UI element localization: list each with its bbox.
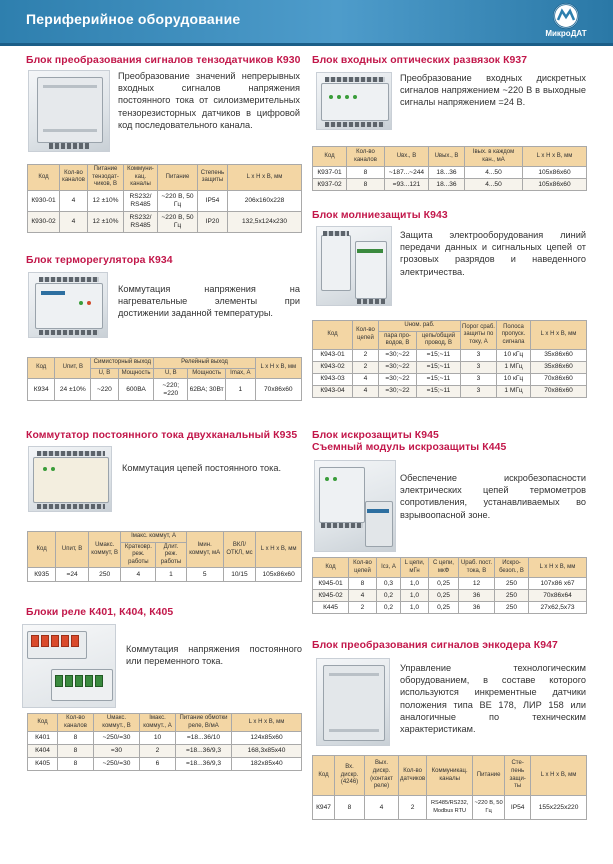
k401-title: Блоки реле К401, К404, К405: [26, 607, 174, 618]
table-cell: 70x86x60: [255, 379, 301, 401]
k935-title: Коммутатор постоянного тока двухканальный К935: [26, 430, 298, 441]
table-cell: 2: [140, 745, 176, 758]
table-header-cell: Релейный выход: [154, 358, 255, 369]
table-header-cell: С цепи, мкФ: [429, 558, 459, 578]
table-header-row: [28, 532, 302, 543]
table-cell: 0,25: [429, 602, 459, 614]
table-header-cell: U, В: [154, 368, 188, 379]
table-cell: =15;~11: [417, 349, 461, 361]
table-cell: 2: [353, 361, 379, 373]
table-cell: 250: [88, 568, 121, 582]
table-cell: 8: [58, 732, 94, 745]
table-cell: 0,3: [377, 578, 401, 590]
table-cell: IP20: [198, 211, 228, 232]
table-cell: К937-02: [313, 179, 347, 191]
table-row: [28, 568, 302, 582]
table-header-cell: L x H x B, мм: [531, 321, 587, 350]
table-cell: К934: [28, 379, 55, 401]
table-cell: К935: [28, 568, 56, 582]
table-cell: К943-04: [313, 385, 353, 397]
table-header-cell: Uвых., В: [429, 147, 465, 167]
table-cell: К945-01: [313, 578, 349, 590]
k935-photo: [28, 446, 112, 512]
table-row: [28, 379, 302, 401]
table-header-cell: Uмакс. коммут, В: [88, 532, 121, 568]
k945-title: Блок искрозащиты К945: [312, 430, 439, 441]
table-cell: 4: [60, 211, 88, 232]
k947-description: Управление технологическим оборудованием, в составе которого используются инкрементные датчики положения типа ВЕ 178, ЛИР 158 или аналогичные по техническим характеристикам.: [400, 663, 586, 735]
table-cell: 1,0: [401, 590, 429, 602]
table-cell: 4: [60, 190, 88, 211]
table-header-cell: L x H x B, мм: [228, 165, 302, 191]
k943-title: Блок молниезащиты К943: [312, 210, 448, 221]
table-header-cell: Код: [313, 558, 349, 578]
table-cell: ~220: [91, 379, 118, 401]
table-cell: К930-01: [28, 190, 60, 211]
table-cell: ~220; =220: [154, 379, 188, 401]
table-cell: 35x86x60: [531, 349, 587, 361]
table-header-cell: Питание тензодат-чиков, В: [88, 165, 124, 191]
table-header-cell: Uмакс. коммут., В: [94, 714, 140, 732]
table-header-cell: Мощность: [188, 368, 226, 379]
table-cell: ~187...~244: [385, 167, 429, 179]
table-row: [313, 590, 587, 602]
table-cell: 8: [349, 578, 377, 590]
table-header-cell: Код: [28, 532, 56, 568]
table-cell: RS232/ RS485: [124, 190, 158, 211]
table-header-cell: Uраб. пост. тока, В: [459, 558, 495, 578]
table-cell: =30;~22: [379, 361, 417, 373]
table-cell: 1,0: [401, 602, 429, 614]
table-cell: 600ВА: [118, 379, 154, 401]
table-cell: 12 ±10%: [88, 211, 124, 232]
table-cell: 3: [461, 361, 497, 373]
table-header-cell: Питание: [158, 165, 198, 191]
logo-text: МикроДАТ: [545, 29, 587, 38]
table-header-cell: пара про-водов, В: [379, 331, 417, 349]
table-cell: 35x86x60: [531, 361, 587, 373]
table-header-cell: L x H x B, мм: [256, 532, 302, 568]
table-cell: 62ВА; 30Вт: [188, 379, 226, 401]
table-header-cell: Код: [313, 147, 347, 167]
table-header-cell: Вых. дискр. (контакт реле): [365, 756, 399, 796]
table-cell: 124x85x60: [232, 732, 302, 745]
table-cell: 155x225x220: [531, 796, 587, 820]
table-cell: 5: [186, 568, 223, 582]
table-cell: 132,5x124x230: [228, 211, 302, 232]
table-cell: 0,2: [377, 590, 401, 602]
table-header-cell: Коммуникац. каналы: [427, 756, 473, 796]
table-cell: =24: [56, 568, 89, 582]
table-cell: 36: [459, 602, 495, 614]
table-cell: 105x86x60: [256, 568, 302, 582]
k445-title: Съемный модуль искрозащиты К445: [312, 442, 507, 453]
k937-description: Преобразование входных дискретных сигналов напряжением ~220 В в выходные сигналы напряжением =24 В.: [400, 73, 586, 108]
table-cell: 168,3x85x40: [232, 745, 302, 758]
table-header-cell: Код: [313, 756, 335, 796]
table-cell: 10/15: [223, 568, 256, 582]
table-header-cell: L x H x B, мм: [531, 756, 587, 796]
table-header-cell: Iмакс. коммут., А: [140, 714, 176, 732]
table-header-cell: Кол-во каналов: [347, 147, 385, 167]
table-cell: 8: [58, 745, 94, 758]
table-cell: 18...36: [429, 167, 465, 179]
k945-table: [312, 557, 587, 614]
table-cell: 27x62,5x73: [529, 602, 587, 614]
table-header-cell: Питание: [473, 756, 505, 796]
table-cell: 250: [495, 578, 529, 590]
table-cell: 105x86x60: [523, 179, 587, 191]
table-cell: IP54: [505, 796, 531, 820]
table-cell: 4: [121, 568, 156, 582]
table-row: [313, 349, 587, 361]
logo-emblem-icon: [536, 2, 596, 30]
table-cell: К943-01: [313, 349, 353, 361]
table-cell: ~220 В, 50 Гц: [158, 190, 198, 211]
table-header-row: [28, 714, 302, 732]
table-row: [313, 796, 587, 820]
table-cell: =93...121: [385, 179, 429, 191]
table-cell: 0,25: [429, 590, 459, 602]
table-cell: 1 МГц: [497, 385, 531, 397]
k937-photo: [316, 72, 392, 130]
table-cell: 2: [353, 349, 379, 361]
table-header-cell: Uвх., В: [385, 147, 429, 167]
table-cell: 206x160x228: [228, 190, 302, 211]
k945-photo: [314, 460, 396, 552]
k930-table: [27, 164, 302, 233]
table-cell: IP54: [198, 190, 228, 211]
table-header-cell: Код: [313, 321, 353, 350]
table-cell: К945-02: [313, 590, 349, 602]
table-header-cell: Длит. реж. работы: [156, 542, 186, 568]
table-cell: 12: [459, 578, 495, 590]
table-cell: 1: [226, 379, 256, 401]
table-header-cell: Коммуни-кац. каналы: [124, 165, 158, 191]
k947-title: Блок преобразования сигналов энкодера К947: [312, 640, 558, 651]
k934-title: Блок терморегулятора К934: [26, 255, 173, 266]
table-cell: 3: [461, 385, 497, 397]
table-header-cell: Iсз, А: [377, 558, 401, 578]
table-header-cell: Степень защиты: [198, 165, 228, 191]
table-cell: ~250/=30: [94, 758, 140, 771]
table-row: [28, 758, 302, 771]
table-row: [313, 578, 587, 590]
table-cell: RS232/ RS485: [124, 211, 158, 232]
table-header-cell: Код: [28, 714, 58, 732]
table-cell: =18...36/9,3: [176, 745, 232, 758]
k943-description: Защита электрооборудования линий передачи данных и сигнальных цепей от грозовых разрядов и наведенного электричества.: [400, 230, 586, 277]
table-header-cell: Искро-безоп., В: [495, 558, 529, 578]
table-cell: 36: [459, 590, 495, 602]
k930-description: Преобразование значений непрерывных входных сигналов напряжения постоянного тока от силоизмерительных тензорезисторных датчиков в цифровой код последовательного канала.: [118, 71, 300, 130]
k934-table: [27, 357, 302, 401]
table-cell: 12 ±10%: [88, 190, 124, 211]
table-cell: 2: [399, 796, 427, 820]
table-header-cell: Питание обмотки реле, В/мА: [176, 714, 232, 732]
table-cell: 4: [353, 373, 379, 385]
table-header-cell: Сте-пень защи-ты: [505, 756, 531, 796]
table-cell: К404: [28, 745, 58, 758]
table-header-cell: Iмин. коммут, мА: [186, 532, 223, 568]
k947-table: [312, 755, 587, 820]
table-row: [28, 190, 302, 211]
table-header-cell: L x H x B, мм: [255, 358, 301, 379]
table-row: [28, 211, 302, 232]
table-header-cell: Кол-во каналов: [58, 714, 94, 732]
table-cell: 3: [461, 349, 497, 361]
table-cell: =15;~11: [417, 385, 461, 397]
table-cell: 182x85x40: [232, 758, 302, 771]
table-cell: 4: [353, 385, 379, 397]
table-cell: 107x86 x67: [529, 578, 587, 590]
table-header-row: [313, 147, 587, 167]
table-cell: 10: [140, 732, 176, 745]
k943-table: [312, 320, 587, 398]
table-header-row: [313, 756, 587, 796]
table-header-cell: Кол-во цепей: [349, 558, 377, 578]
table-cell: =30;~22: [379, 373, 417, 385]
table-cell: 10 кГц: [497, 373, 531, 385]
table-header-cell: Imax, А: [226, 368, 256, 379]
k401-table: [27, 713, 302, 771]
table-header-cell: Код: [28, 165, 60, 191]
table-cell: 1,0: [401, 578, 429, 590]
table-cell: =18...36/9,3: [176, 758, 232, 771]
table-cell: 3: [461, 373, 497, 385]
table-cell: 2: [349, 602, 377, 614]
table-header-row: [28, 165, 302, 191]
table-header-cell: Полоса пропуск. сигнала: [497, 321, 531, 350]
table-cell: 8: [347, 167, 385, 179]
table-cell: 70x86x64: [529, 590, 587, 602]
table-header-cell: цепь/общий провод, В: [417, 331, 461, 349]
table-cell: ~220 В, 50 Гц: [473, 796, 505, 820]
table-cell: К937-01: [313, 167, 347, 179]
table-header-cell: Порог сраб. защиты по току, А: [461, 321, 497, 350]
table-cell: RS485/RS232, Modbus RTU: [427, 796, 473, 820]
table-header-cell: L x H x B, мм: [523, 147, 587, 167]
table-header-cell: Uном. раб.: [379, 321, 461, 332]
table-cell: =30;~22: [379, 349, 417, 361]
table-row: [313, 385, 587, 397]
table-header-row: [313, 558, 587, 578]
table-cell: 0,25: [429, 578, 459, 590]
table-header-cell: U, В: [91, 368, 118, 379]
table-header-cell: L x H x B, мм: [232, 714, 302, 732]
table-header-cell: Код: [28, 358, 55, 379]
table-header-cell: Кол-во каналов: [60, 165, 88, 191]
table-cell: 1: [156, 568, 186, 582]
k934-photo: [28, 272, 108, 338]
k937-title: Блок входных оптических развязок К937: [312, 55, 528, 66]
k935-description: Коммутация цепей постоянного тока.: [122, 463, 281, 473]
table-cell: 10 кГц: [497, 349, 531, 361]
page-header: [0, 0, 613, 46]
table-header-cell: Вх. дискр. (4246): [335, 756, 365, 796]
table-cell: 4...50: [465, 167, 523, 179]
table-cell: 18...36: [429, 179, 465, 191]
table-cell: 1 МГц: [497, 361, 531, 373]
table-header-row: [28, 358, 302, 369]
table-cell: К943-03: [313, 373, 353, 385]
table-cell: 4: [349, 590, 377, 602]
page-title: Периферийное оборудование: [26, 11, 241, 27]
table-cell: =30: [94, 745, 140, 758]
k945-description: Обеспечение искробезопасности электрических цепей термометров сопротивления, устанавливаемых во взрывоопасной зоне.: [400, 473, 586, 520]
table-cell: =15;~11: [417, 361, 461, 373]
table-header-cell: Мощность: [118, 368, 154, 379]
table-header-cell: Симисторный выход: [91, 358, 154, 369]
table-header-cell: Кратковр. реж. работы: [121, 542, 156, 568]
table-row: [313, 167, 587, 179]
table-cell: 8: [335, 796, 365, 820]
table-header-cell: Кол-во цепей: [353, 321, 379, 350]
k935-table: [27, 531, 302, 582]
table-cell: 250: [495, 590, 529, 602]
table-cell: ~220 В, 50 Гц: [158, 211, 198, 232]
table-cell: 6: [140, 758, 176, 771]
table-cell: 8: [347, 179, 385, 191]
k401-description: Коммутация напряжения постоянного или переменного тока.: [126, 644, 302, 667]
table-header-cell: ВКЛ/ ОТКЛ, мс: [223, 532, 256, 568]
table-cell: 105x86x60: [523, 167, 587, 179]
table-cell: К401: [28, 732, 58, 745]
table-cell: =30;~22: [379, 385, 417, 397]
k937-table: [312, 146, 587, 191]
table-cell: К947: [313, 796, 335, 820]
table-header-cell: Iмакс. коммут, А: [121, 532, 186, 543]
table-header-cell: Iвых. в каждом кан., мА: [465, 147, 523, 167]
k943-photo: [316, 226, 392, 306]
table-header-cell: Uпит, В: [55, 358, 91, 379]
table-cell: К405: [28, 758, 58, 771]
table-header-row: [313, 321, 587, 332]
table-cell: 0,2: [377, 602, 401, 614]
table-cell: 70x86x60: [531, 373, 587, 385]
table-row: [313, 179, 587, 191]
table-cell: 250: [495, 602, 529, 614]
k934-description: Коммутация напряжения на нагревательные элементы при достижении заданной температуры.: [118, 284, 300, 319]
table-cell: =18...36/10: [176, 732, 232, 745]
k930-photo: [28, 70, 110, 152]
table-cell: 4: [365, 796, 399, 820]
table-row: [313, 373, 587, 385]
table-row: [313, 602, 587, 614]
microdat-logo: [536, 2, 596, 42]
k930-title: Блок преобразования сигналов тензодатчиков К930: [26, 55, 301, 66]
table-header-cell: L цепи, мГн: [401, 558, 429, 578]
table-cell: К445: [313, 602, 349, 614]
table-header-cell: Кол-во датчиков: [399, 756, 427, 796]
table-cell: К930-02: [28, 211, 60, 232]
table-row: [313, 361, 587, 373]
table-cell: 4...50: [465, 179, 523, 191]
table-header-cell: L x H x B, мм: [529, 558, 587, 578]
table-cell: =15;~11: [417, 373, 461, 385]
k947-photo: [316, 658, 390, 746]
table-cell: 70x86x60: [531, 385, 587, 397]
k401-photo: [22, 624, 116, 708]
table-cell: 24 ±10%: [55, 379, 91, 401]
table-cell: 8: [58, 758, 94, 771]
table-row: [28, 732, 302, 745]
table-cell: К943-02: [313, 361, 353, 373]
table-cell: ~250/=30: [94, 732, 140, 745]
table-header-cell: Uпит, В: [56, 532, 89, 568]
table-row: [28, 745, 302, 758]
